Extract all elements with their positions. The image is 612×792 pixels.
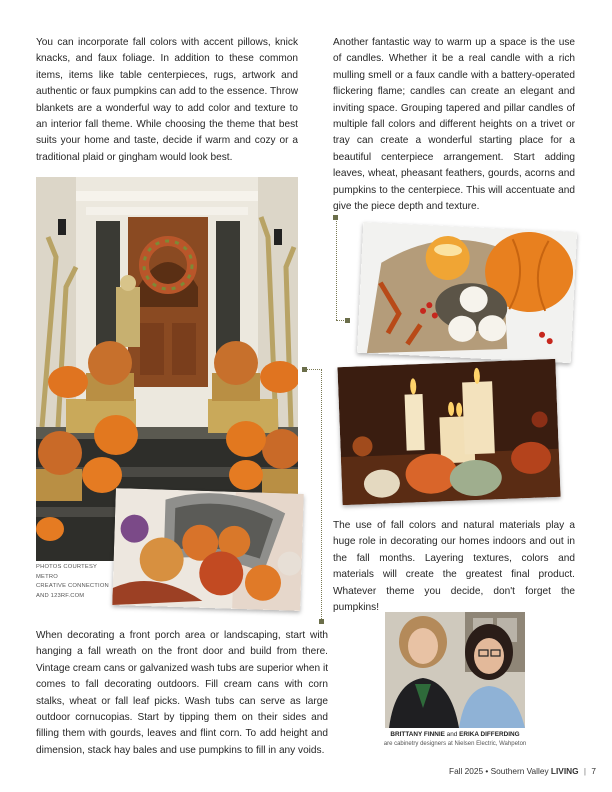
connector-square-mid <box>345 318 350 323</box>
footer-brand: LIVING <box>550 766 579 776</box>
body-paragraph-2: Another fantastic way to warm up a space is the use of candles. Whether it be a real candle with a rich mulling smell or a faux candle with a battery-operated flickering flame; candles can create an elegant and inviting space. Grouping tapered and pillar candles of multiple fall colors and different heights on a trivet or tray can create a wonderful starting place for a beautiful centerpiece arrangement. Start adding leaves, wheat, pheasant feathers, gourds, acorns and pumpkins to the centerpiece. This will accentuate and give the piece depth and texture. <box>333 37 575 213</box>
candle-centerpiece-photo <box>337 359 560 505</box>
connector-square-left <box>302 367 307 372</box>
page-footer <box>449 766 596 776</box>
designer-role: are cabinetry designers at Nielsen Electric, Wahpeton <box>383 741 527 747</box>
page-number: 7 <box>591 766 596 776</box>
designers-portrait-photo <box>385 612 525 728</box>
photo-credit <box>36 563 116 601</box>
washtub-cornucopia-photo <box>112 488 304 611</box>
connector-square-top <box>333 215 338 220</box>
body-paragraph-4: When decorating a front porch area or landscaping, start with hanging a fall wreath on the front door and build from there. Vintage cream cans or galvanized wash tubs are superior when it comes to fall decorating outdoors. Fill cream cans with corn stalks, wheat or fall leaf picks. Wash tubs can serve as large outdoor cornucopias. Start by tipping them on their sides and filling them with gourds, leaves and flint corn. To add height and dimension, stack hay bales and use pumpkins to fill in any voids. <box>36 630 328 756</box>
designer-name-2: ERIKA DIFFERDING <box>459 731 520 738</box>
footer-season: Fall 2025 • Southern Valley <box>449 766 551 776</box>
designer-name-1: BRITTANY FINNIE <box>390 731 445 738</box>
body-paragraph-3: The use of fall colors and natural materials play a huge role in decorating our homes indoors and out in the fall months. Layering textures, colors and materials will create the greatest final product. Whatever theme you decide, don't forget the pumpkins! <box>333 520 575 614</box>
dotted-connector-vertical-top <box>336 218 337 320</box>
photo-credit-line-3: AND 123RF.COM <box>36 592 85 599</box>
dotted-connector-vertical-mid <box>321 369 322 621</box>
body-paragraph-1: You can incorporate fall colors with accent pillows, knick knacks, and faux foliage. In addition to these common items, items like table centerpieces, rugs, artwork and authentic or faux pumpkins can add to the essence. Throw blankets are a wonderful way to add color and texture to an interior fall theme. While choosing the theme that best suits your home and taste, decide if warm and cozy or a traditional plaid or gingham would look best. <box>36 37 298 163</box>
photo-credit-line-2: CREATIVE CONNECTION <box>36 583 109 589</box>
designer-names <box>380 730 530 740</box>
footer-separator: | <box>583 766 587 776</box>
photo-credit-line-1: PHOTOS COURTESY METRO <box>36 564 97 580</box>
candle-pumpkin-photo <box>357 222 577 363</box>
connector-square-bottom <box>319 619 324 624</box>
name-conjunction: and <box>444 731 460 738</box>
dotted-connector-horizontal-mid <box>306 369 322 370</box>
designers-caption <box>380 730 530 749</box>
